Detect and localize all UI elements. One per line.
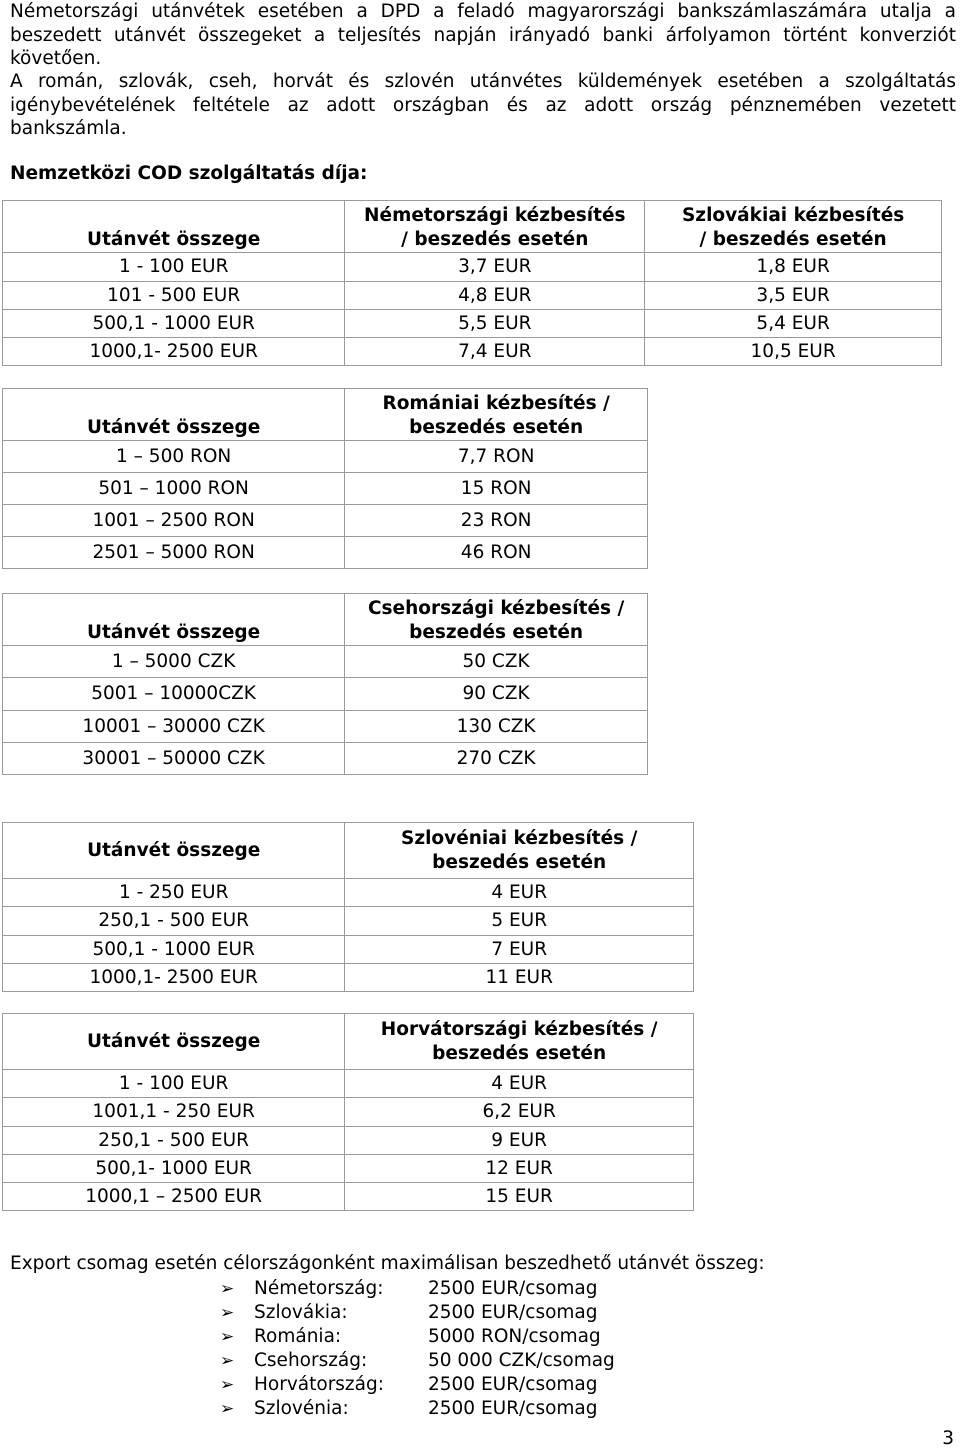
column-header-slovakia: Szlovákiai kézbesítés / beszedés esetén [645, 201, 942, 253]
arrowhead-bullet-icon: ➢ [220, 1279, 235, 1299]
table-row [3, 310, 942, 338]
list-item [220, 1301, 615, 1325]
fee-table-romania [2, 388, 648, 569]
column-header-romania: Romániai kézbesítés / beszedés esetén [345, 389, 648, 441]
arrowhead-bullet-icon: ➢ [220, 1375, 235, 1395]
intro-paragraph-1: Németországi utánvétek esetében a DPD a feladó magyarországi bankszámlaszámára utalja a beszedett utánvét összegeket a teljesítés napján irányadó banki árfolyamon történt konverziót követően. [10, 1, 956, 69]
list-item [220, 1373, 615, 1397]
fee-cell: 6,2 EUR [345, 1098, 694, 1127]
list-item [220, 1397, 615, 1421]
country-label: Csehország: [254, 1350, 368, 1371]
table-row [3, 964, 694, 992]
fee-table-slovenia [2, 822, 694, 992]
list-item [220, 1277, 615, 1301]
table-row [3, 537, 648, 569]
amount-cell: 1 - 250 EUR [3, 879, 345, 907]
amount-cell: 101 - 500 EUR [3, 282, 345, 310]
limit-value: 2500 EUR/csomag [428, 1374, 598, 1395]
country-label: Horvátország: [254, 1374, 384, 1395]
fee-cell: 9 EUR [345, 1127, 694, 1155]
table-row [3, 646, 648, 678]
list-item [220, 1325, 615, 1349]
table-row [3, 505, 648, 537]
export-limits-title: Export csomag esetén célországonként maximálisan beszedhető utánvét összeg: [10, 1253, 765, 1274]
arrowhead-bullet-icon: ➢ [220, 1351, 235, 1371]
fee-table-croatia [2, 1013, 694, 1211]
country-label: Szlovénia: [254, 1398, 349, 1419]
amount-cell: 501 – 1000 RON [3, 473, 345, 505]
amount-cell: 1001,1 - 250 EUR [3, 1098, 345, 1127]
table-row [3, 441, 648, 473]
fee-cell: 5 EUR [345, 907, 694, 936]
limit-value: 5000 RON/csomag [428, 1326, 601, 1347]
amount-cell: 1001 – 2500 RON [3, 505, 345, 537]
amount-cell: 1000,1- 2500 EUR [3, 964, 345, 992]
fee-cell: 50 CZK [345, 646, 648, 678]
table-row [3, 1155, 694, 1183]
table-row [3, 473, 648, 505]
fee-cell: 130 CZK [345, 711, 648, 743]
column-header-slovenia: Szlovéniai kézbesítés / beszedés esetén [345, 823, 694, 879]
export-limits-list [220, 1277, 615, 1421]
arrowhead-bullet-icon: ➢ [220, 1399, 235, 1419]
fee-cell: 11 EUR [345, 964, 694, 992]
limit-value: 2500 EUR/csomag [428, 1278, 598, 1299]
fee-cell: 7,7 RON [345, 441, 648, 473]
column-header-amount: Utánvét összege [3, 1014, 345, 1070]
fee-cell: 90 CZK [345, 678, 648, 711]
list-item [220, 1349, 615, 1373]
table-row [3, 678, 648, 711]
fee-cell: 7,4 EUR [345, 338, 645, 366]
table-row [3, 1070, 694, 1098]
column-header-amount: Utánvét összege [3, 201, 345, 253]
fee-cell: 1,8 EUR [645, 253, 942, 282]
amount-cell: 1000,1- 2500 EUR [3, 338, 345, 366]
fee-cell: 23 RON [345, 505, 648, 537]
amount-cell: 1 - 100 EUR [3, 253, 345, 282]
amount-cell: 500,1 - 1000 EUR [3, 936, 345, 964]
fee-cell: 270 CZK [345, 743, 648, 775]
table-row [3, 1098, 694, 1127]
limit-value: 50 000 CZK/csomag [428, 1350, 615, 1371]
amount-cell: 1 – 5000 CZK [3, 646, 345, 678]
fee-table-czechia [2, 593, 648, 775]
table-row [3, 338, 942, 366]
table-row [3, 282, 942, 310]
amount-cell: 500,1 - 1000 EUR [3, 310, 345, 338]
table-row [3, 743, 648, 775]
fee-cell: 3,5 EUR [645, 282, 942, 310]
limit-value: 2500 EUR/csomag [428, 1302, 598, 1323]
page-number: 3 [942, 1428, 954, 1449]
table-row [3, 1127, 694, 1155]
fee-cell: 10,5 EUR [645, 338, 942, 366]
table-row [3, 936, 694, 964]
column-header-czechia: Csehországi kézbesítés / beszedés esetén [345, 594, 648, 646]
amount-cell: 5001 – 10000CZK [3, 678, 345, 711]
table-row [3, 1183, 694, 1211]
column-header-germany: Németországi kézbesítés / beszedés esetén [345, 201, 645, 253]
column-header-amount: Utánvét összege [3, 823, 345, 879]
amount-cell: 30001 – 50000 CZK [3, 743, 345, 775]
fee-cell: 46 RON [345, 537, 648, 569]
amount-cell: 250,1 - 500 EUR [3, 907, 345, 936]
amount-cell: 1 - 100 EUR [3, 1070, 345, 1098]
fee-cell: 3,7 EUR [345, 253, 645, 282]
intro-paragraph-2: A román, szlovák, cseh, horvát és szlovén utánvétes küldemények esetében a szolgáltatás igénybevételének feltétele az adott országban és az adott ország pénznemében vezetett bankszámla. [10, 71, 956, 139]
column-header-croatia: Horvátországi kézbesítés / beszedés esetén [345, 1014, 694, 1070]
fee-table-germany-slovakia [2, 200, 942, 366]
column-header-amount: Utánvét összege [3, 389, 345, 441]
table-row [3, 907, 694, 936]
table-row [3, 253, 942, 282]
fee-cell: 7 EUR [345, 936, 694, 964]
amount-cell: 500,1- 1000 EUR [3, 1155, 345, 1183]
fee-cell: 15 EUR [345, 1183, 694, 1211]
arrowhead-bullet-icon: ➢ [220, 1327, 235, 1347]
limit-value: 2500 EUR/csomag [428, 1398, 598, 1419]
amount-cell: 1000,1 – 2500 EUR [3, 1183, 345, 1211]
amount-cell: 10001 – 30000 CZK [3, 711, 345, 743]
section-heading: Nemzetközi COD szolgáltatás díja: [10, 163, 368, 184]
fee-cell: 5,5 EUR [345, 310, 645, 338]
fee-cell: 4 EUR [345, 1070, 694, 1098]
fee-cell: 12 EUR [345, 1155, 694, 1183]
column-header-amount: Utánvét összege [3, 594, 345, 646]
amount-cell: 1 – 500 RON [3, 441, 345, 473]
country-label: Németország: [254, 1278, 384, 1299]
fee-cell: 5,4 EUR [645, 310, 942, 338]
country-label: Románia: [254, 1326, 342, 1347]
amount-cell: 2501 – 5000 RON [3, 537, 345, 569]
amount-cell: 250,1 - 500 EUR [3, 1127, 345, 1155]
arrowhead-bullet-icon: ➢ [220, 1303, 235, 1323]
fee-cell: 4 EUR [345, 879, 694, 907]
fee-cell: 4,8 EUR [345, 282, 645, 310]
table-row [3, 879, 694, 907]
fee-cell: 15 RON [345, 473, 648, 505]
table-row [3, 711, 648, 743]
country-label: Szlovákia: [254, 1302, 348, 1323]
